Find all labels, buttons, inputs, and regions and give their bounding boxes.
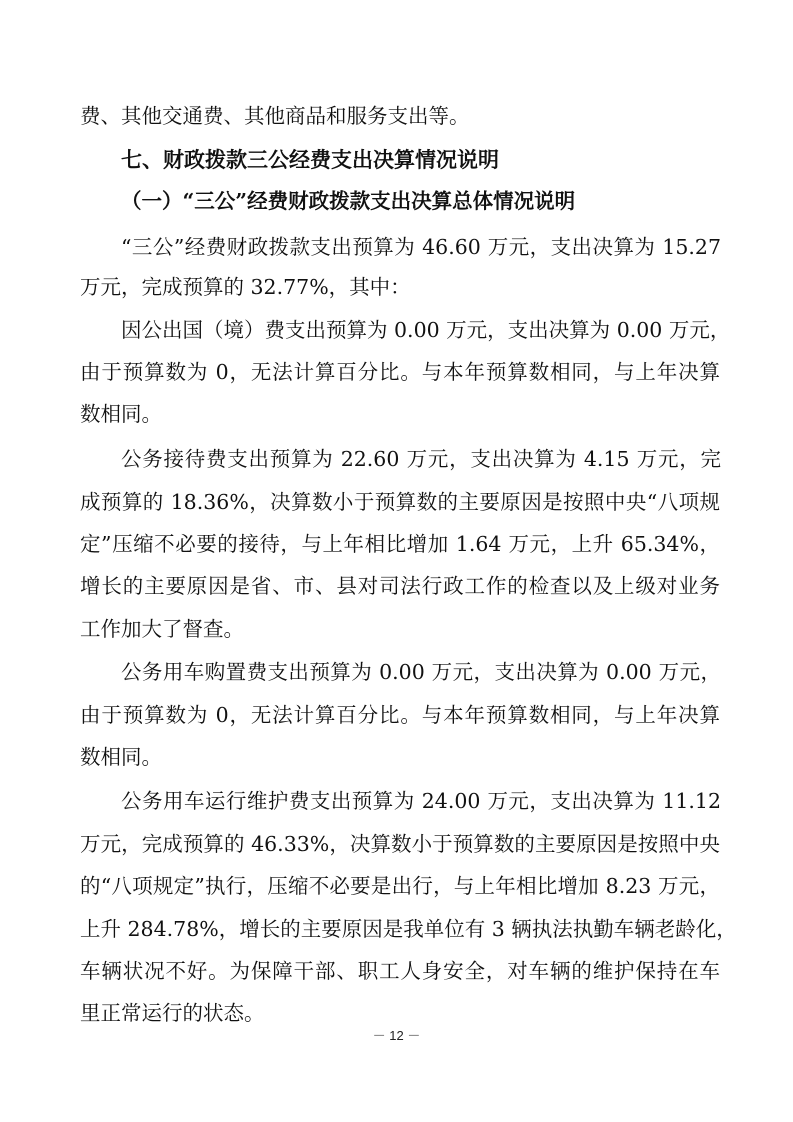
page-number: － 12 －	[372, 1028, 421, 1043]
paragraph-line: 数相同。	[80, 745, 162, 769]
paragraph-line: 公务用车运行维护费支出预算为 24.00 万元，支出决算为 11.12	[121, 789, 721, 813]
paragraph-line: 万元，完成预算的 46.33%，决算数小于预算数的主要原因是按照中央	[80, 832, 720, 856]
paragraph-line: 万元，完成预算的 32.77%，其中：	[80, 275, 411, 299]
paragraph-line: 的“八项规定”执行，压缩不必要是出行，与上年相比增加 8.23 万元，	[80, 874, 720, 898]
paragraph-line: 定”压缩不必要的接待，与上年相比增加 1.64 万元，上升 65.34%，	[80, 532, 720, 556]
section-heading: 七、财政拨款三公经费支出决算情况说明	[121, 148, 499, 172]
paragraph-line: 数相同。	[80, 402, 162, 426]
paragraph-line: 公务用车购置费支出预算为 0.00 万元，支出决算为 0.00 万元，	[121, 660, 721, 684]
paragraph-line: 公务接待费支出预算为 22.60 万元，支出决算为 4.15 万元，完	[121, 447, 721, 471]
subsection-heading: （一）“三公”经费财政拨款支出决算总体情况说明	[121, 189, 576, 213]
paragraph-line: 上升 284.78%，增长的主要原因是我单位有 3 辆执法执勤车辆老龄化，	[80, 917, 737, 941]
paragraph-line: 车辆状况不好。为保障干部、职工人身安全，对车辆的维护保持在车	[80, 959, 720, 983]
paragraph-line: 由于预算数为 0，无法计算百分比。与本年预算数相同，与上年决算	[80, 360, 720, 384]
paragraph-line: 增长的主要原因是省、市、县对司法行政工作的检查以及上级对业务	[80, 574, 720, 598]
paragraph-line: 里正常运行的状态。	[80, 1001, 265, 1025]
paragraph-line: 由于预算数为 0，无法计算百分比。与本年预算数相同，与上年决算	[80, 703, 720, 727]
paragraph-line: 费、其他交通费、其他商品和服务支出等。	[80, 104, 470, 128]
paragraph-line: 成预算的 18.36%，决算数小于预算数的主要原因是按照中央“八项规	[80, 490, 720, 514]
paragraph-line: “三公”经费财政拨款支出预算为 46.60 万元，支出决算为 15.27	[121, 235, 721, 259]
paragraph-line: 因公出国（境）费支出预算为 0.00 万元，支出决算为 0.00 万元，	[121, 318, 731, 342]
paragraph-line: 工作加大了督查。	[80, 617, 244, 641]
